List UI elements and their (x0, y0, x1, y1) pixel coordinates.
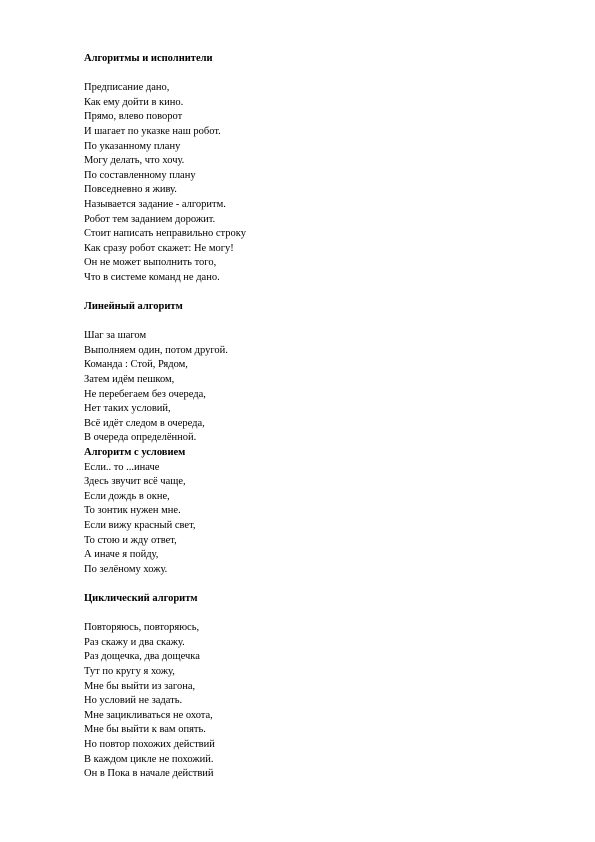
poem-line: Здесь звучит всё чаще, (84, 476, 186, 488)
poem-line: Как ему дойти в кино. (84, 96, 184, 108)
poem-line: И шагает по указке наш робот. (84, 125, 221, 137)
poem-line: Стоит написать неправильно строку (84, 228, 246, 240)
poem-line: В очереда определённой. (84, 432, 197, 444)
poem-line: Что в системе команд не дано. (84, 271, 220, 283)
poem-line: То зонтик нужен мне. (84, 505, 181, 517)
poem-section (84, 446, 564, 592)
poem-line: Он не может выполнить того, (84, 257, 217, 269)
poem-line: По составленному плану (84, 169, 196, 181)
section-heading: Алгоритмы и исполнители (84, 53, 213, 64)
poem-line: А иначе я пойду, (84, 549, 159, 561)
poem-line: Он в Пока в начале действий (84, 768, 214, 780)
poem-line: Прямо, влево поворот (84, 111, 183, 123)
poem-line: Раз дощечка, два дощечка (84, 651, 200, 663)
poem-line: Если.. то ...иначе (84, 461, 160, 473)
poem-line: Робот тем заданием дорожит. (84, 213, 216, 225)
poem-line: Мне бы выйти из загона, (84, 680, 196, 692)
poem-line: Не перебегаем без очереда, (84, 388, 206, 400)
poem-line: Повседневно я живу. (84, 184, 177, 196)
poem-line: Всё идёт следом в очереда, (84, 417, 205, 429)
poem-line: Если вижу красный свет, (84, 520, 196, 531)
section-heading: Циклический алгоритм (84, 592, 198, 604)
blank-line (84, 577, 564, 592)
poem-line: Тут по кругу я хожу, (84, 665, 175, 677)
poem-section (84, 592, 564, 782)
poem-line: Выполняем один, потом другой. (84, 344, 228, 356)
poem-line: Затем идём пешком, (84, 374, 175, 386)
poem-line: Команда : Стой, Рядом, (84, 359, 188, 371)
poem-line: По зелёному хожу. (84, 563, 168, 575)
poem-line: Раз скажу и два скажу. (84, 636, 185, 648)
poem-line: Как сразу робот скажет: Не могу! (84, 242, 234, 254)
blank-line (84, 286, 564, 301)
poem-line: То стою и жду ответ, (84, 534, 177, 546)
poem-line: Нет таких условий, (84, 403, 171, 415)
poem-line: Могу делать, что хочу. (84, 155, 185, 167)
document-page (84, 52, 564, 782)
poem-section (84, 300, 564, 446)
poem-line: Называется задание - алгоритм. (84, 198, 226, 210)
poem-line: Предписание дано, (84, 82, 170, 94)
blank-line (84, 607, 564, 622)
poem-line: В каждом цикле не похожий. (84, 753, 214, 765)
section-heading: Алгоритм с условием (84, 447, 186, 459)
poem-line: Повторяюсь, повторяюсь, (84, 622, 200, 634)
poem-line: Мне бы выйти к вам опять. (84, 724, 206, 736)
poem-line: Мне зацикливаться не охота, (84, 709, 213, 721)
section-heading: Линейный алгоритм (84, 301, 183, 313)
poem-section (84, 52, 564, 300)
poem-line: Но повтор похожих действий (84, 738, 215, 750)
poem-line: Если дождь в окне, (84, 490, 170, 502)
blank-line (84, 67, 564, 82)
poem-line: Шаг за шагом (84, 330, 147, 342)
poem-line: По указанному плану (84, 140, 181, 152)
poem-line: Но условий не задать. (84, 695, 183, 707)
blank-line (84, 315, 564, 330)
